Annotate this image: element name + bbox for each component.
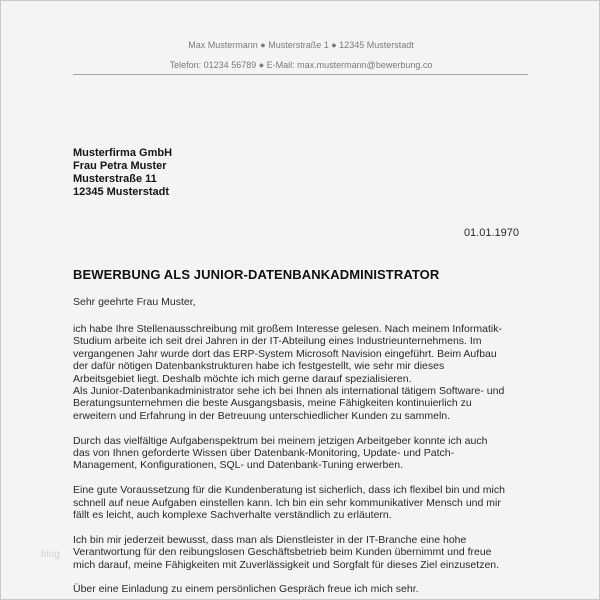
recipient-street: Musterstraße 11 (73, 173, 157, 185)
recipient-city: 12345 Musterstadt (73, 186, 169, 198)
salutation: Sehr geehrte Frau Muster, (73, 296, 196, 308)
body-line: ich habe Ihre Stellenausschreibung mit großem Interesse gelesen. Nach meinem Informatik- (73, 323, 502, 335)
body-line: schnell auf neue Aufgaben einstellen kann. Ich bin ein sehr kommunikativer Mensch und mir (73, 496, 501, 509)
paragraph-skills (73, 435, 543, 472)
letter-body (73, 323, 543, 600)
recipient-company: Musterfirma GmbH (73, 147, 173, 159)
body-line: Studium arbeite ich seit drei Jahren in der IT-Abteilung eines Industrieunternehmens. Im (73, 335, 482, 348)
header-divider (73, 74, 528, 75)
body-line: Arbeitsgebiet liegt. Deshalb möchte ich mich gerne darauf spezialisieren. (73, 372, 412, 385)
body-line: Beratungsunternehmen die beste Ausgangsbasis, meine Fähigkeiten kontinuierlich zu (73, 397, 472, 410)
body-line: Über eine Einladung zu einem persönlichen Gespräch freue ich mich sehr. (73, 583, 419, 596)
body-line: Eine gute Voraussetzung für die Kundenberatung ist sicherlich, dass ich flexibel bin und mich (73, 484, 505, 497)
body-line: der dafür nötigen Datenbankstrukturen habe ich festgestellt, wie sehr mir dieses (73, 360, 445, 373)
paragraph-responsibility (73, 534, 543, 571)
recipient-address (73, 147, 172, 199)
body-line: erweitern und Erfahrung in der Betreuung unterschiedlicher Kunden zu sammeln. (73, 409, 451, 422)
body-line: Verantwortung für den reibungslosen Geschäftsbetrieb beim Kunden übernimmt und freue (73, 546, 492, 559)
sender-name-address: Max Mustermann ● Musterstraße 1 ● 12345 Musterstadt (188, 40, 414, 50)
body-line: das von Ihnen geforderte Wissen über Datenbank-Monitoring, Update- und Patch- (73, 447, 455, 460)
body-line: Ich bin mir jederzeit bewusst, dass man als Dienstleister in der IT-Branche eine hohe (73, 533, 467, 546)
paragraph-closing (73, 583, 543, 595)
letter-date: 01.01.1970 (463, 227, 519, 239)
body-line: Als Junior-Datenbankadministrator sehe ich bei Ihnen als international tätigem Software- und (73, 385, 505, 398)
sender-header (1, 35, 600, 75)
watermark-text: blog (41, 549, 60, 560)
body-line: Management, Konfigurationen, SQL- und Datenbank-Tuning erwerben. (73, 459, 403, 472)
paragraph-intro (73, 323, 543, 422)
body-line: Durch das vielfältige Aufgabenspektrum bei meinem jetzigen Arbeitgeber konnte ich auch (73, 434, 488, 447)
letter-subject: BEWERBUNG ALS JUNIOR-DATENBANKADMINISTRATOR (73, 267, 440, 282)
body-line: fällt es leicht, auch komplexe Sachverhalte verständlich zu erläutern. (73, 509, 392, 522)
body-line: mich darauf, meine Fähigkeiten mit Zuverlässigkeit und Sorgfalt für dieses Ziel einzusetzen. (73, 558, 500, 571)
body-line: vergangenen Jahr wurde dort das ERP-System Microsoft Navision eingeführt. Beim Aufbau (73, 347, 497, 360)
recipient-contact: Frau Petra Muster (73, 160, 167, 172)
paragraph-consulting (73, 484, 543, 521)
sender-contact: Telefon: 01234 56789 ● E-Mail: max.mustermann@bewerbung.co (169, 60, 433, 70)
